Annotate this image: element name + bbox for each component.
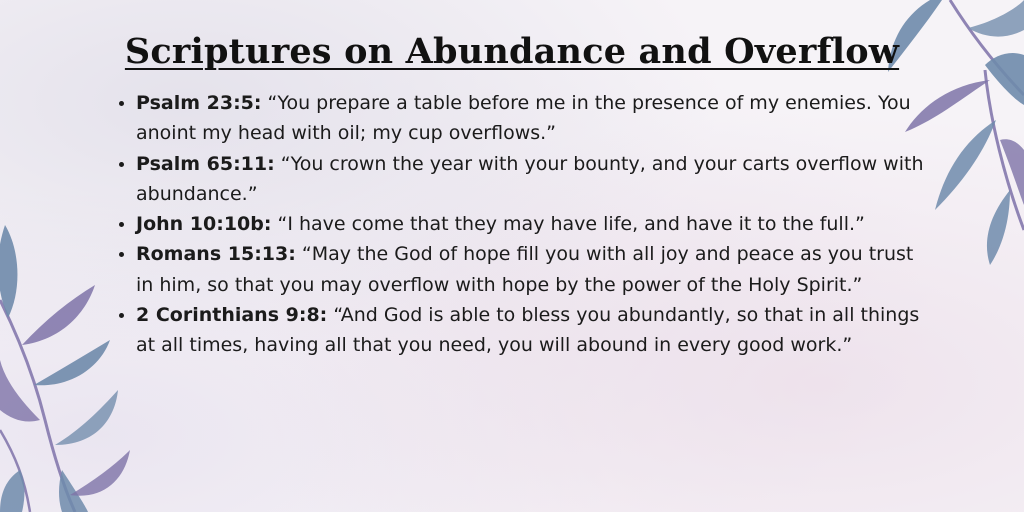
- page-title: [0, 31, 1024, 72]
- verse-reference: Romans 15:13:: [136, 243, 296, 266]
- verse-text: “I have come that they may have life, and have it to the full.”: [271, 213, 865, 236]
- scripture-list: [112, 88, 936, 361]
- verse-text: “May the God of hope fill you with all joy and peace as you trust in him, so that you may overflow with hope by the power of the Holy Spirit.”: [136, 243, 914, 296]
- verse-reference: 2 Corinthians 9:8:: [136, 304, 328, 327]
- list-item-psalm-23-5: [136, 88, 936, 149]
- list-item-2-corinthians-9-8: [136, 300, 936, 361]
- list-item-john-10-10b: [136, 209, 936, 239]
- verse-text: “You prepare a table before me in the presence of my enemies. You anoint my head with oil; my cup overflows.”: [136, 92, 911, 145]
- verse-text: “You crown the year with your bounty, and your carts overflow with abundance.”: [136, 152, 924, 205]
- bottom-left-leaves: [0, 225, 130, 512]
- verse-text: “And God is able to bless you abundantly, so that in all things at all times, having all that you need, you will abound in every good work.”: [136, 304, 920, 357]
- verse-reference: Psalm 65:11:: [136, 152, 275, 175]
- page-title-text: Scriptures on Abundance and Overflow: [124, 31, 900, 73]
- verse-reference: Psalm 23:5:: [136, 92, 262, 114]
- list-item-romans-15-13: [136, 239, 936, 300]
- verse-reference: John 10:10b:: [136, 213, 272, 236]
- list-item-psalm-65-11: [136, 149, 936, 210]
